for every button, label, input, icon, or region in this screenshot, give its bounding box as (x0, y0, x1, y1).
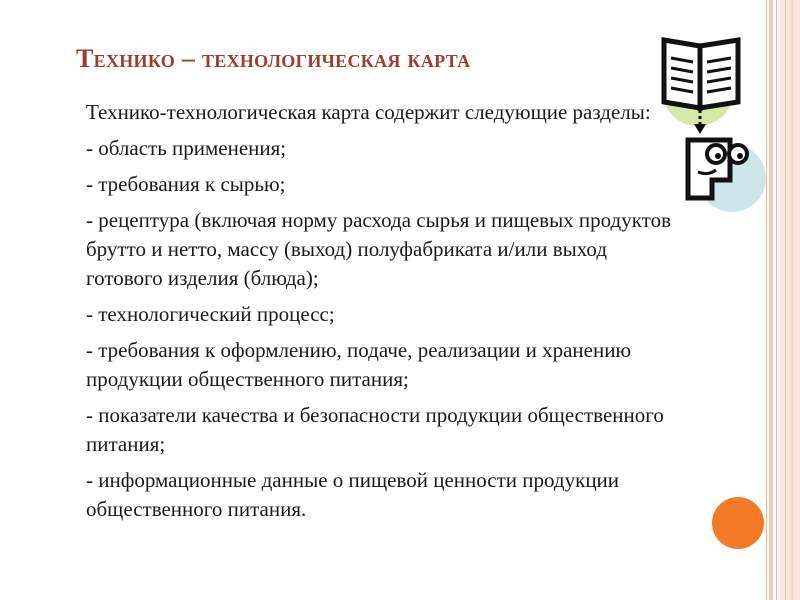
bullet-text: - показатели качества и безопасности продукции общественного питания; (86, 403, 664, 456)
bullet-text: - информационные данные о пищевой ценности продукции общественного питания. (86, 468, 620, 521)
border-stripe (780, 0, 800, 600)
bullet-item (62, 206, 682, 293)
bullet-list (62, 98, 682, 531)
bullet-text: Технико-технологическая карта содержит следующие разделы: (86, 100, 651, 124)
bullet-item (62, 134, 682, 163)
bullet-item (62, 98, 682, 127)
bullet-text: - рецептура (включая норму расхода сырья и пищевых продуктов брутто и нетто, массу (выход) полуфабриката и/или выход готового изделия (блюда); (86, 208, 671, 290)
bullet-item (62, 336, 682, 394)
bullet-text: - область применения; (86, 136, 287, 160)
border-stripe (769, 0, 773, 600)
bullet-text: - требования к сырью; (86, 172, 286, 196)
border-stripe (776, 0, 777, 600)
slide-title: Технико – технологическая карта (76, 44, 471, 73)
open-book-icon (664, 40, 738, 108)
border-stripe (791, 0, 793, 600)
bullet-item (62, 466, 682, 524)
bullet-text: - технологический процесс; (86, 302, 335, 326)
bullet-item (62, 300, 682, 329)
border-stripe (785, 0, 786, 600)
bullet-text: - требования к оформлению, подаче, реализации и хранению продукции общественного питания; (86, 338, 632, 391)
decorative-icons (658, 30, 768, 215)
book-face-illustration (658, 30, 768, 215)
orange-circle-decoration (712, 497, 764, 549)
bullet-item (62, 401, 682, 459)
bullet-item (62, 170, 682, 199)
